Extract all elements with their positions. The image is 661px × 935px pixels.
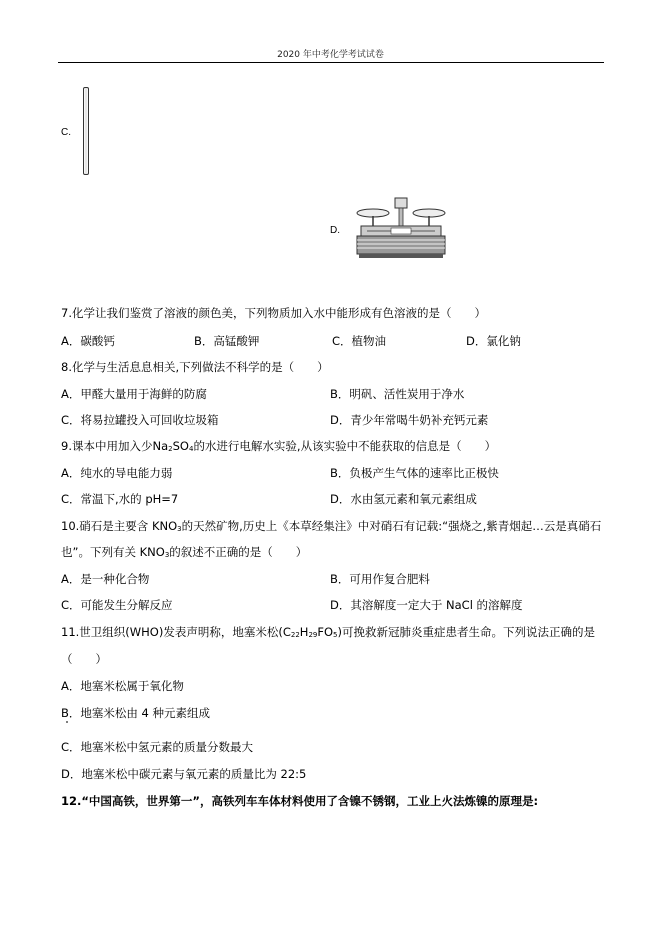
q9-formula-so: SO: [172, 439, 189, 453]
q10-option-c: C．可能发生分解反应: [61, 598, 173, 612]
q11-option-d: D．地塞米松中碳元素与氧元素的质量比为 22:5: [61, 767, 307, 781]
q11-stem-line1: [61, 625, 595, 639]
q8-option-d: D．青少年常喝牛奶补充钙元素: [330, 413, 489, 427]
q11-line1-sub: 22: [290, 631, 300, 639]
q9-stem: [61, 439, 496, 453]
q11-line1-post: )可挽救新冠肺炎重症患者生命。下列说法正确的是: [337, 625, 595, 639]
q11-option-b: B．地塞米松由 4 种元素组成: [61, 706, 211, 720]
q11-option-c: C．地塞米松中氢元素的质量分数最大: [61, 740, 254, 754]
stray-mark: [66, 721, 68, 723]
q11-stem-line2: （ ）: [61, 652, 107, 666]
q10-option-a: A．是一种化合物: [61, 572, 150, 586]
q10-line1-sub: 3: [177, 525, 182, 533]
q10-option-d: D．其溶解度一定大于 NaCl 的溶解度: [330, 598, 523, 612]
q11-line1-mid: FO: [317, 625, 334, 639]
q10-stem-line2: [61, 545, 307, 559]
q10-stem-line1: [61, 519, 601, 533]
q8-option-c: C．将易拉罐投入可回收垃圾箱: [61, 413, 219, 427]
q10-line2-sub: 3: [164, 551, 170, 559]
q10-line2-pre: 也”。下列有关 KNO: [61, 545, 165, 559]
q9-option-b: B．负极产生气体的速率比正极快: [330, 466, 499, 480]
page-header-title: 2020 年中考化学考试试卷: [277, 50, 384, 60]
q9-stem-pre: 9.课本中用加入少: [61, 439, 153, 453]
q8-option-a: A．甲醛大量用于海鲜的防腐: [61, 387, 207, 401]
q9-formula-na: Na: [152, 439, 169, 453]
q8-stem: 8.化学与生活息息相关,下列做法不科学的是（ ）: [61, 360, 329, 374]
q10-line2-post: 的叙述不正确的是（ ）: [169, 545, 308, 559]
q12-stem: 12.“中国高铁，世界第一”，高铁列车车体材料使用了含镍不锈钢，工业上火法炼镍的原理是:: [61, 794, 539, 808]
q10-option-b: B．可用作复合肥料: [330, 572, 430, 586]
q7-option-b: B．高锰酸钾: [194, 334, 260, 348]
q9-stem-post: 的水进行电解水实验,从该实验中不能获取的信息是（ ）: [193, 439, 497, 453]
q7-stem: 7.化学让我们鉴赏了溶液的颜色美，下列物质加入水中能形成有色溶液的是（ ）: [61, 306, 486, 320]
header-divider: [58, 62, 604, 63]
q11-line1-sub: 29: [308, 631, 318, 639]
q10-line1-post: 的天然矿物,历史上《本草经集注》中对硝石有记载:“强烧之,紫青烟起…云是真硝石: [181, 519, 602, 533]
q9-formula-sub: 2: [168, 445, 173, 453]
option-d-label: D.: [330, 225, 340, 236]
q11-option-a: A．地塞米松属于氧化物: [61, 679, 184, 693]
q11-line1-sub: 5: [333, 631, 338, 639]
q10-line1-pre: 10.硝石是主要含 KNO: [61, 519, 178, 533]
balance-scale-image: [351, 194, 451, 260]
q9-option-a: A．纯水的导电能力弱: [61, 466, 173, 480]
q9-formula-sub: 4: [188, 445, 194, 453]
q11-line1-mid: H: [299, 625, 309, 639]
q7-option-c: C．植物油: [332, 334, 387, 348]
glass-tube-image: [83, 87, 89, 175]
q9-option-d: D．水由氢元素和氧元素组成: [330, 492, 477, 506]
q11-line1-pre: 11.世卫组织(WHO)发表声明称，地塞米松(C: [61, 625, 291, 639]
q9-option-c: C．常温下,水的 pH=7: [61, 492, 179, 506]
q7-option-d: D．氯化钠: [466, 334, 521, 348]
q7-option-a: A．碳酸钙: [61, 334, 115, 348]
option-c-label: C.: [61, 127, 71, 138]
q8-option-b: B．明矾、活性炭用于净水: [330, 387, 465, 401]
